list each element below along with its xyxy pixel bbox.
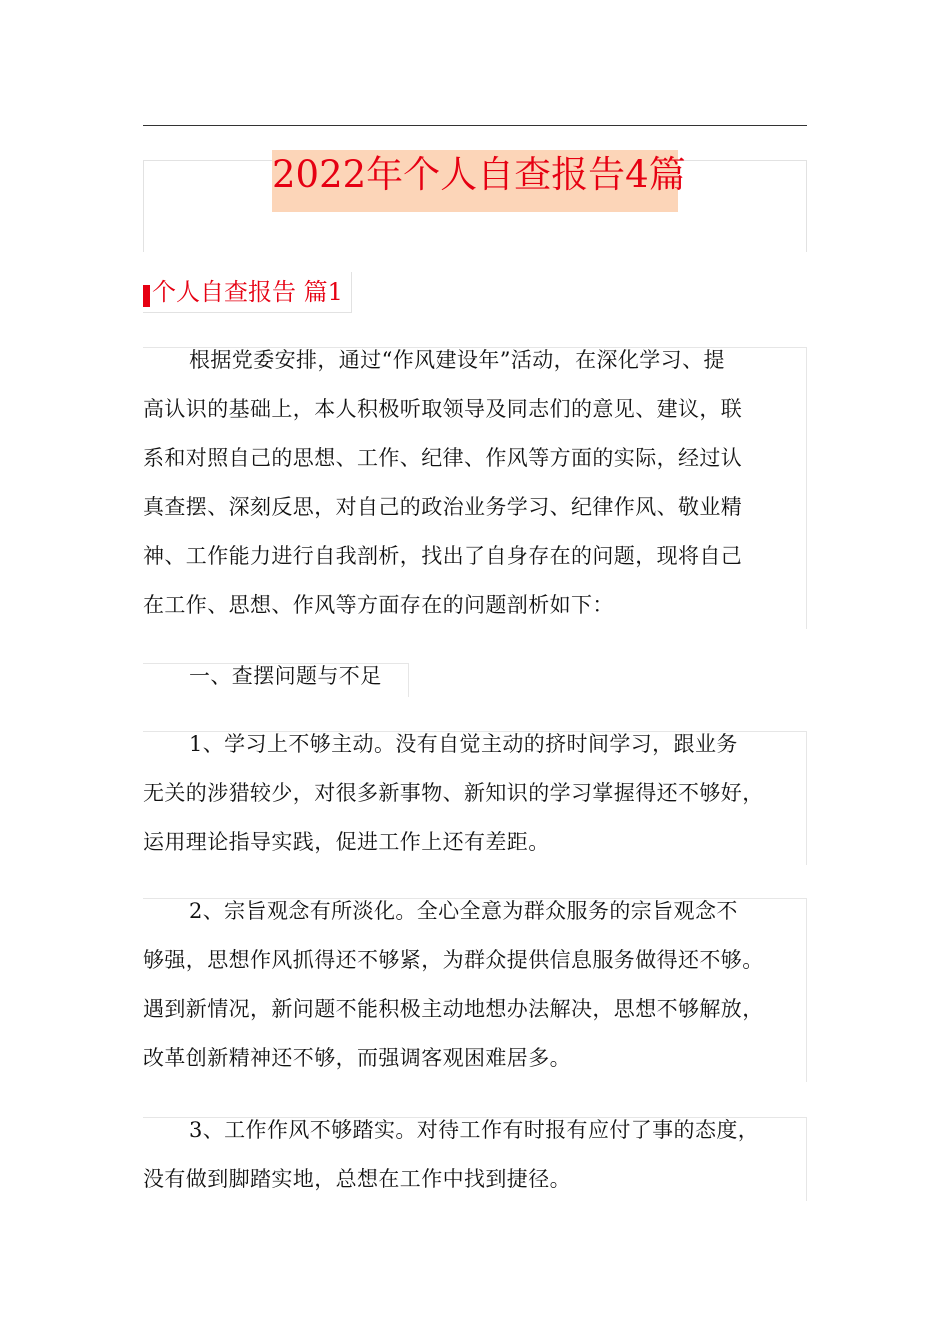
header-rule xyxy=(143,125,807,126)
paragraph xyxy=(143,336,807,630)
paragraph-line: 2、宗旨观念有所淡化。全心全意为群众服务的宗旨观念不 xyxy=(189,899,738,923)
paragraph xyxy=(143,1106,807,1204)
document-title: 2022年个人自查报告4篇 xyxy=(272,150,678,212)
paragraph-line: 遇到新情况，新问题不能积极主动地想办法解决，思想不够解放， xyxy=(143,997,764,1021)
paragraph-line: 真查摆、深刻反思，对自己的政治业务学习、纪律作风、敬业精 xyxy=(143,495,743,519)
paragraph-line: 神、工作能力进行自我剖析，找出了自身存在的问题，现将自己 xyxy=(143,544,743,568)
paragraph-line: 高认识的基础上，本人积极听取领导及同志们的意见、建议，联 xyxy=(143,397,743,421)
section-heading xyxy=(143,272,352,313)
paragraph-line: 在工作、思想、作风等方面存在的问题剖析如下： xyxy=(143,593,614,617)
paragraph-line: 够强，思想作风抓得还不够紧，为群众提供信息服务做得还不够。 xyxy=(143,948,764,972)
heading-marker-icon xyxy=(143,285,150,307)
paragraph-line: 3、工作作风不够踏实。对待工作有时报有应付了事的态度， xyxy=(189,1118,760,1142)
paragraph xyxy=(143,652,807,701)
paragraph xyxy=(143,887,807,1083)
paragraph-line: 无关的涉猎较少，对很多新事物、新知识的学习掌握得还不够好， xyxy=(143,781,764,805)
paragraph-line: 一、查摆问题与不足 xyxy=(189,664,382,688)
paragraph-line: 没有做到脚踏实地，总想在工作中找到捷径。 xyxy=(143,1167,571,1191)
paragraph xyxy=(143,720,807,867)
paragraph-line: 1、学习上不够主动。没有自觉主动的挤时间学习，跟业务 xyxy=(189,732,738,756)
paragraph-line: 根据党委安排，通过“作风建设年”活动，在深化学习、提 xyxy=(189,348,725,372)
section-heading-text: 个人自查报告 篇1 xyxy=(152,278,343,306)
paragraph-line: 系和对照自己的思想、工作、纪律、作风等方面的实际，经过认 xyxy=(143,446,743,470)
paragraph-line: 运用理论指导实践，促进工作上还有差距。 xyxy=(143,830,550,854)
paragraph-line: 改革创新精神还不够，而强调客观困难居多。 xyxy=(143,1046,571,1070)
